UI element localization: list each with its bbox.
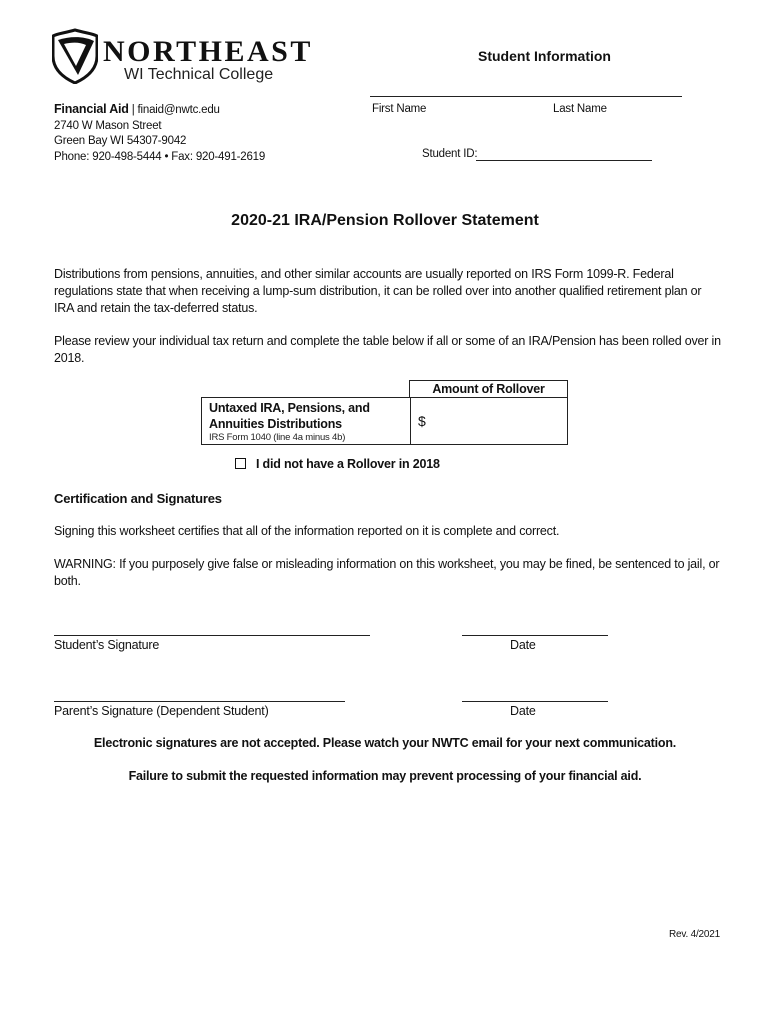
student-date-label: Date — [510, 638, 536, 652]
amount-of-rollover-header: Amount of Rollover — [409, 380, 568, 398]
parent-date-line[interactable] — [462, 701, 608, 702]
office-name: Financial Aid — [54, 102, 129, 116]
office-address-block — [54, 102, 265, 165]
college-logo-icon — [52, 28, 98, 84]
no-rollover-option[interactable] — [235, 457, 440, 471]
parent-date-label: Date — [510, 704, 536, 718]
no-rollover-checkbox[interactable] — [235, 458, 246, 469]
student-signature-line[interactable] — [54, 635, 370, 636]
address-line-2: Green Bay WI 54307-9042 — [54, 135, 187, 147]
warning-statement: WARNING: If you purposely give false or misleading information on this worksheet, you may be fined, be sentenced to jail, or both. — [54, 557, 720, 588]
parent-signature-line[interactable] — [54, 701, 345, 702]
review-paragraph: Please review your individual tax return and complete the table below if all or some of an IRA/Pension has been rolled over in 2018. — [54, 334, 721, 365]
electronic-signature-note: Electronic signatures are not accepted. Please watch your NWTC email for your next communication. — [93, 736, 677, 750]
college-name: NORTHEAST — [103, 35, 313, 68]
rollover-table — [201, 380, 568, 444]
last-name-label: Last Name — [553, 103, 607, 115]
table-divider — [410, 398, 411, 444]
office-email: finaid@nwtc.edu — [137, 104, 220, 116]
college-subtitle: WI Technical College — [124, 66, 274, 83]
email-separator: | — [131, 104, 135, 116]
first-name-label: First Name — [372, 103, 427, 115]
rollover-table-row — [201, 397, 568, 445]
student-signature-label: Student’s Signature — [54, 638, 160, 652]
intro-paragraph: Distributions from pensions, annuities, and other similar accounts are usually reported on IRS Form 1099-R. Federal regulations state that when receiving a lump-sum distribution, it can be rolled over into another qualified retirement plan or IRA and retain the tax-deferred status. — [54, 267, 702, 315]
student-id-label: Student ID: — [422, 148, 478, 160]
parent-signature-label: Parent’s Signature (Dependent Student) — [54, 704, 269, 718]
no-rollover-label: I did not have a Rollover in 2018 — [256, 457, 440, 471]
address-line-1: 2740 W Mason Street — [54, 119, 162, 132]
revision-date: Rev. 4/2021 — [669, 929, 720, 940]
student-id-field-line[interactable] — [476, 160, 652, 161]
page-title: 2020-21 IRA/Pension Rollover Statement — [231, 212, 539, 229]
student-date-line[interactable] — [462, 635, 608, 636]
certification-statement: Signing this worksheet certifies that all of the information reported on it is complete and correct. — [54, 524, 560, 538]
irs-form-reference: IRS Form 1040 (line 4a minus 4b) — [209, 432, 346, 443]
untaxed-distributions-label: Untaxed IRA, Pensions, and Annuities Distributions — [209, 401, 370, 431]
phone-fax-line: Phone: 920-498-5444 • Fax: 920-491-2619 — [54, 150, 266, 163]
failure-to-submit-note: Failure to submit the requested information may prevent processing of your financial aid. — [128, 769, 642, 783]
name-field-line[interactable] — [370, 96, 682, 97]
student-info-title: Student Information — [478, 48, 611, 64]
certification-heading: Certification and Signatures — [54, 491, 222, 506]
rollover-amount-field[interactable]: $ — [418, 413, 426, 429]
